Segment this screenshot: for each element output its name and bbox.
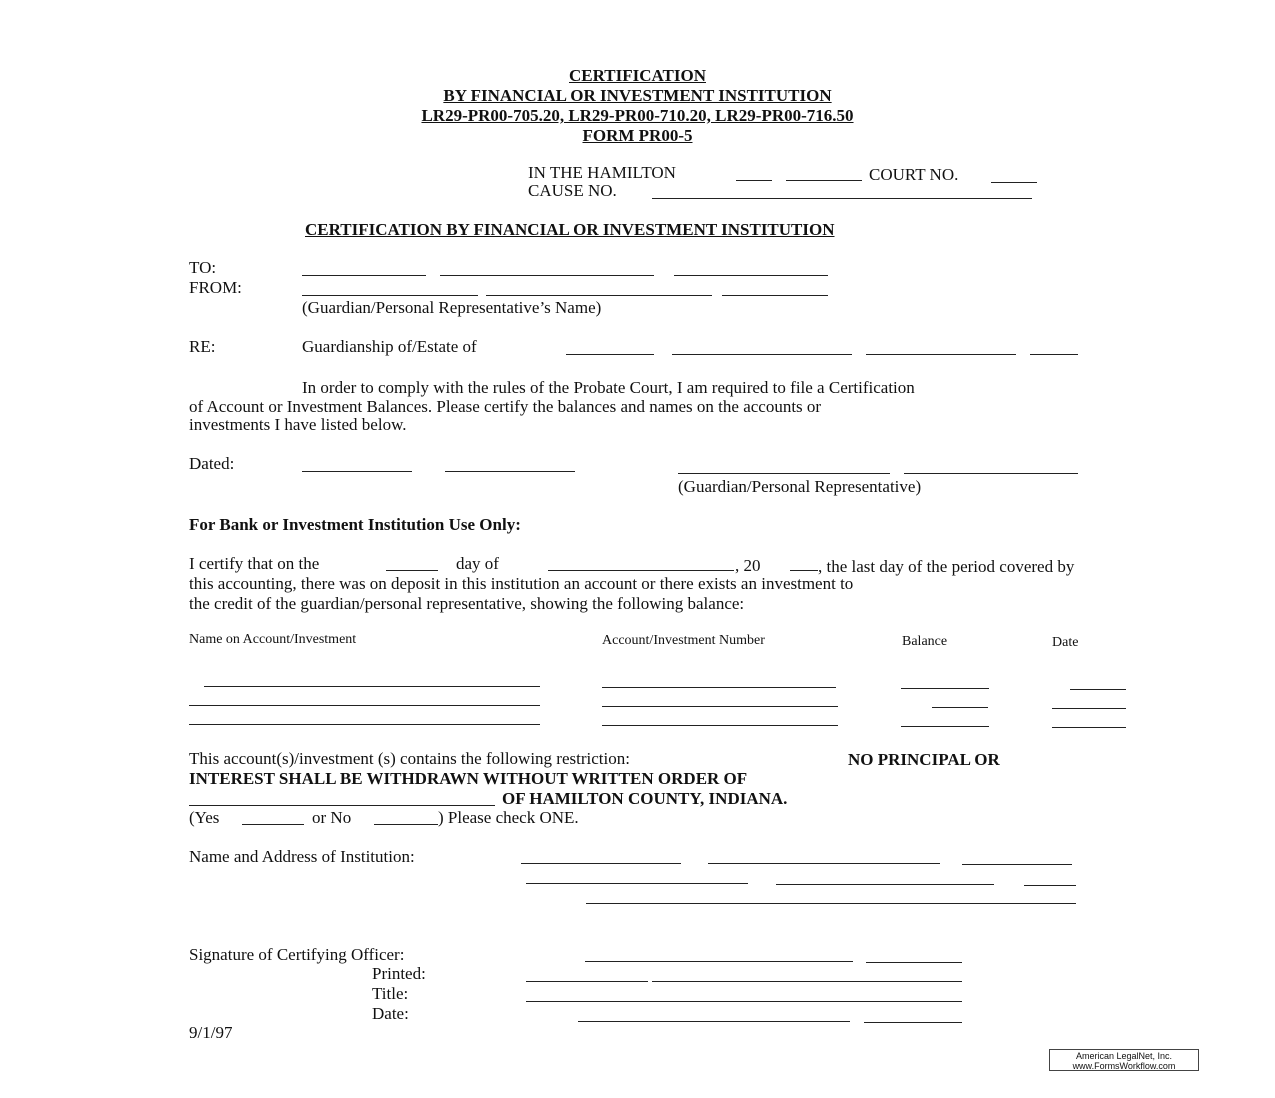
guardian-rep-caption: (Guardian/Personal Representative) [678, 477, 922, 496]
court-name-field[interactable] [786, 180, 862, 181]
from-field-2[interactable] [486, 295, 712, 296]
re-field-2[interactable] [672, 354, 852, 355]
certify-text-1b: day of [456, 554, 499, 573]
row1-balance-field[interactable] [901, 688, 989, 689]
intro-line-3: investments I have listed below. [189, 415, 407, 434]
row2-date-field[interactable] [1052, 708, 1126, 709]
guardian-signature-field-2[interactable] [904, 473, 1078, 474]
institution-field-3[interactable] [586, 903, 1076, 904]
stamp-line-1: American LegalNet, Inc. [1075, 1051, 1173, 1061]
to-field-1[interactable] [302, 275, 426, 276]
or-no-label: or No [312, 808, 352, 827]
certify-text-1d: , the last day of the period covered by [818, 557, 1075, 576]
row3-number-field[interactable] [602, 725, 838, 726]
re-text: Guardianship of/Estate of [302, 337, 477, 356]
header-line-4: FORM PR00-5 [582, 126, 693, 145]
from-field-3[interactable] [722, 295, 828, 296]
intro-line-1: In order to comply with the rules of the Probate Court, I am required to file a Certification [302, 378, 915, 397]
to-field-2[interactable] [440, 275, 654, 276]
cause-no-field[interactable] [652, 198, 1032, 199]
from-label: FROM: [189, 278, 242, 297]
re-field-1[interactable] [566, 354, 654, 355]
re-field-4[interactable] [1030, 354, 1078, 355]
certify-month-field[interactable] [548, 570, 734, 571]
certify-text-1c: , 20 [735, 556, 761, 575]
row1-number-field[interactable] [602, 687, 836, 688]
institution-field-1b[interactable] [708, 863, 940, 864]
institution-field-1c[interactable] [962, 864, 1072, 865]
institution-field-1a[interactable] [521, 863, 681, 864]
re-label: RE: [189, 337, 216, 356]
certify-text-2: this accounting, there was on deposit in this institution an account or there exists an investment to [189, 574, 854, 593]
to-field-3[interactable] [674, 275, 828, 276]
row3-date-field[interactable] [1052, 727, 1126, 728]
form-version: 9/1/97 [189, 1023, 233, 1042]
cause-no-label: CAUSE NO. [528, 181, 617, 200]
restriction-text-2: INTEREST SHALL BE WITHDRAWN WITHOUT WRITTEN ORDER OF [189, 769, 748, 788]
institution-field-2c[interactable] [1024, 885, 1076, 886]
restriction-text-3: OF HAMILTON COUNTY, INDIANA. [502, 789, 788, 808]
stamp-line-2: www.FormsWorkflow.com [1072, 1061, 1176, 1071]
dated-field-2[interactable] [445, 471, 575, 472]
form-title: CERTIFICATION BY FINANCIAL OR INVESTMENT INSTITUTION [305, 220, 835, 239]
yes-check-field[interactable] [242, 824, 304, 825]
certify-text-1a: I certify that on the [189, 554, 320, 573]
signature-field[interactable] [585, 961, 853, 962]
intro-line-2: of Account or Investment Balances. Please certify the balances and names on the accounts or [189, 397, 822, 416]
col-header-balance: Balance [902, 634, 948, 649]
institution-field-2a[interactable] [526, 883, 748, 884]
header-line-1: CERTIFICATION [569, 66, 706, 85]
row3-balance-field[interactable] [901, 726, 989, 727]
date-field-2[interactable] [864, 1022, 962, 1023]
court-no-field[interactable] [991, 182, 1037, 183]
dated-label: Dated: [189, 454, 235, 473]
court-order-field[interactable] [189, 805, 495, 806]
col-header-name: Name on Account/Investment [189, 632, 357, 647]
guardian-name-caption: (Guardian/Personal Representative’s Name) [302, 298, 602, 317]
row1-date-field[interactable] [1070, 689, 1126, 690]
restriction-text-1b: NO PRINCIPAL OR [848, 750, 1000, 769]
certify-year-field[interactable] [790, 570, 818, 571]
institution-field-2b[interactable] [776, 884, 994, 885]
from-field-1[interactable] [302, 295, 478, 296]
guardian-signature-field[interactable] [678, 473, 890, 474]
signature-field-2[interactable] [866, 962, 962, 963]
institution-label: Name and Address of Institution: [189, 847, 415, 866]
col-header-date: Date [1052, 635, 1079, 650]
restriction-text-1a: This account(s)/investment (s) contains the following restriction: [189, 749, 630, 768]
row2-name-field[interactable] [189, 705, 540, 706]
col-header-number: Account/Investment Number [602, 633, 765, 648]
date-field-1[interactable] [578, 1021, 850, 1022]
date-label: Date: [372, 1004, 409, 1023]
signature-label: Signature of Certifying Officer: [189, 945, 405, 964]
row3-name-field[interactable] [189, 724, 540, 725]
row2-balance-field[interactable] [932, 707, 988, 708]
row1-name-field[interactable] [204, 686, 540, 687]
title-field[interactable] [526, 1001, 962, 1002]
bank-use-heading: For Bank or Investment Institution Use Only: [189, 515, 521, 534]
dated-field-1[interactable] [302, 471, 412, 472]
court-in-the-label: IN THE HAMILTON [528, 163, 676, 182]
title-label: Title: [372, 984, 409, 1003]
no-check-field[interactable] [374, 824, 438, 825]
printed-field-2[interactable] [652, 981, 962, 982]
publisher-stamp [1049, 1049, 1199, 1071]
printed-label: Printed: [372, 964, 426, 983]
certify-text-3: the credit of the guardian/personal representative, showing the following balance: [189, 594, 745, 613]
printed-field-1[interactable] [526, 981, 648, 982]
row2-number-field[interactable] [602, 706, 838, 707]
header-line-2: BY FINANCIAL OR INVESTMENT INSTITUTION [443, 86, 832, 105]
re-field-3[interactable] [866, 354, 1016, 355]
certify-day-field[interactable] [386, 570, 438, 571]
court-no-label: COURT NO. [869, 165, 959, 184]
court-county-field[interactable] [736, 180, 772, 181]
please-check-label: ) Please check ONE. [438, 808, 579, 827]
yes-label: (Yes [189, 808, 220, 827]
to-label: TO: [189, 258, 217, 277]
header-line-3: LR29-PR00-705.20, LR29-PR00-710.20, LR29-PR00-716.50 [421, 106, 854, 125]
